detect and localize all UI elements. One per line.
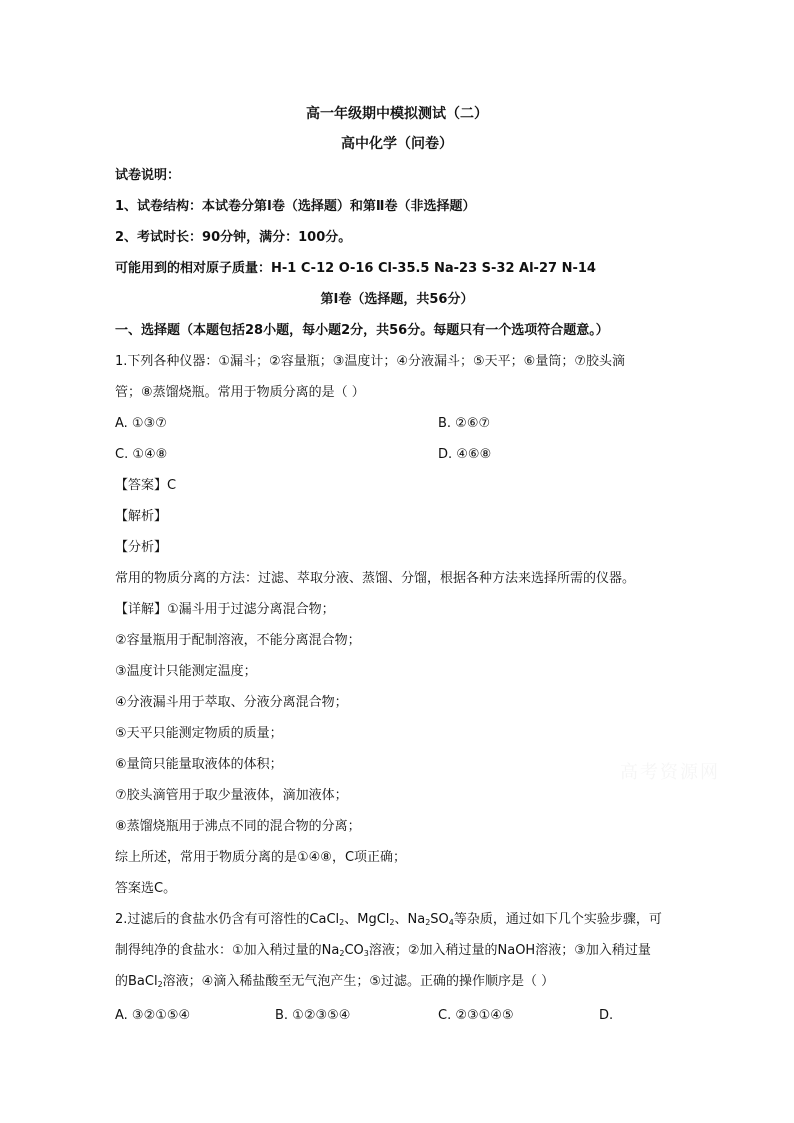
q2-option-d: D. — [599, 1008, 614, 1023]
q2-text: 、MgCl — [344, 912, 390, 927]
q1-detail-6: ⑥量筒只能量取液体的体积； — [115, 757, 283, 772]
q1-detail-7: ⑦胶头滴管用于取少量液体，滴加液体； — [115, 788, 348, 803]
q2-option-c: C. ②③①④⑤ — [438, 1008, 514, 1023]
q2-text: 的BaCl — [115, 974, 158, 989]
q2-text: 等杂质，通过如下几个实验步骤，可 — [453, 912, 662, 927]
q1-fenxi-text: 常用的物质分离的方法：过滤、萃取分液、蒸馏、分馏，根据各种方法来选择所需的仪器。 — [115, 571, 636, 586]
q1-option-a: A. ①③⑦ — [115, 416, 167, 431]
q1-detail-2: ②容量瓶用于配制溶液，不能分离混合物； — [115, 633, 361, 648]
q1-detail-1: 【详解】①漏斗用于过滤分离混合物； — [115, 602, 335, 617]
page-subtitle: 高中化学（问卷） — [341, 136, 453, 152]
q2-stem-line-1 — [115, 910, 685, 933]
instruction-item-duration: 2、考试时长：90分钟，满分：100分。 — [115, 230, 352, 245]
watermark-text: 高考资源网 — [620, 762, 720, 783]
q2-subscript: 2 — [339, 949, 345, 958]
q2-subscript: 2 — [425, 918, 431, 927]
q2-text: 溶液；④滴入稀盐酸至无气泡产生；⑤过滤。正确的操作顺序是（ ） — [162, 974, 555, 989]
q2-option-a: A. ③②①⑤④ — [115, 1008, 191, 1023]
q2-option-b: B. ①②③⑤④ — [275, 1008, 351, 1023]
q2-text: 溶液；②加入稍过量的NaOH溶液；③加入稍过量 — [368, 943, 651, 958]
q1-detail-8: ⑧蒸馏烧瓶用于沸点不同的混合物的分离； — [115, 819, 361, 834]
q1-detail-3: ③温度计只能测定温度； — [115, 664, 257, 679]
q1-answer: 【答案】C — [115, 478, 177, 493]
q1-option-d: D. ④⑥⑧ — [438, 447, 492, 462]
instructions-label: 试卷说明： — [115, 168, 181, 183]
q2-stem-line-2 — [115, 941, 685, 964]
q1-fenxi-label: 【分析】 — [115, 540, 168, 555]
q1-analysis-label: 【解析】 — [115, 509, 168, 524]
q1-summary: 综上所述，常用于物质分离的是①④⑧，C项正确； — [115, 850, 407, 865]
q2-stem-line-3 — [115, 972, 685, 995]
q1-detail-5: ⑤天平只能测定物质的质量； — [115, 726, 283, 741]
q1-option-b: B. ②⑥⑦ — [438, 416, 491, 431]
q1-stem-line-2: 管；⑧蒸馏烧瓶。常用于物质分离的是（ ） — [115, 385, 365, 400]
q2-subscript: 4 — [448, 918, 454, 927]
section-heading: 第Ⅰ卷（选择题，共56分） — [320, 292, 474, 307]
q1-final-answer: 答案选C。 — [115, 881, 177, 896]
q2-text: CO — [344, 943, 364, 958]
q2-subscript: 3 — [363, 949, 369, 958]
q1-detail-4: ④分液漏斗用于萃取、分液分离混合物； — [115, 695, 348, 710]
part-title: 一、选择题（本题包括28小题，每小题2分，共56分。每题只有一个选项符合题意。） — [115, 323, 609, 338]
q2-subscript: 2 — [157, 980, 163, 989]
q2-subscript: 2 — [389, 918, 395, 927]
atomic-masses-line: 可能用到的相对原子质量：H-1 C-12 O-16 Cl-35.5 Na-23 S-32 Al-27 N-14 — [115, 261, 596, 276]
instruction-item-structure: 1、试卷结构：本试卷分第Ⅰ卷（选择题）和第Ⅱ卷（非选择题） — [115, 199, 476, 214]
q2-text: 制得纯净的食盐水：①加入稍过量的Na — [115, 943, 340, 958]
q2-text: 、Na — [394, 912, 426, 927]
page-title: 高一年级期中模拟测试（二） — [306, 106, 488, 122]
q1-stem-line-1: 1.下列各种仪器：①漏斗；②容量瓶；③温度计；④分液漏斗；⑤天平；⑥量筒；⑦胶头滴 — [115, 354, 625, 369]
q1-option-c: C. ①④⑧ — [115, 447, 168, 462]
q2-subscript: 2 — [339, 918, 345, 927]
q2-text: 2.过滤后的食盐水仍含有可溶性的CaCl — [115, 912, 340, 927]
q2-text: SO — [430, 912, 449, 927]
